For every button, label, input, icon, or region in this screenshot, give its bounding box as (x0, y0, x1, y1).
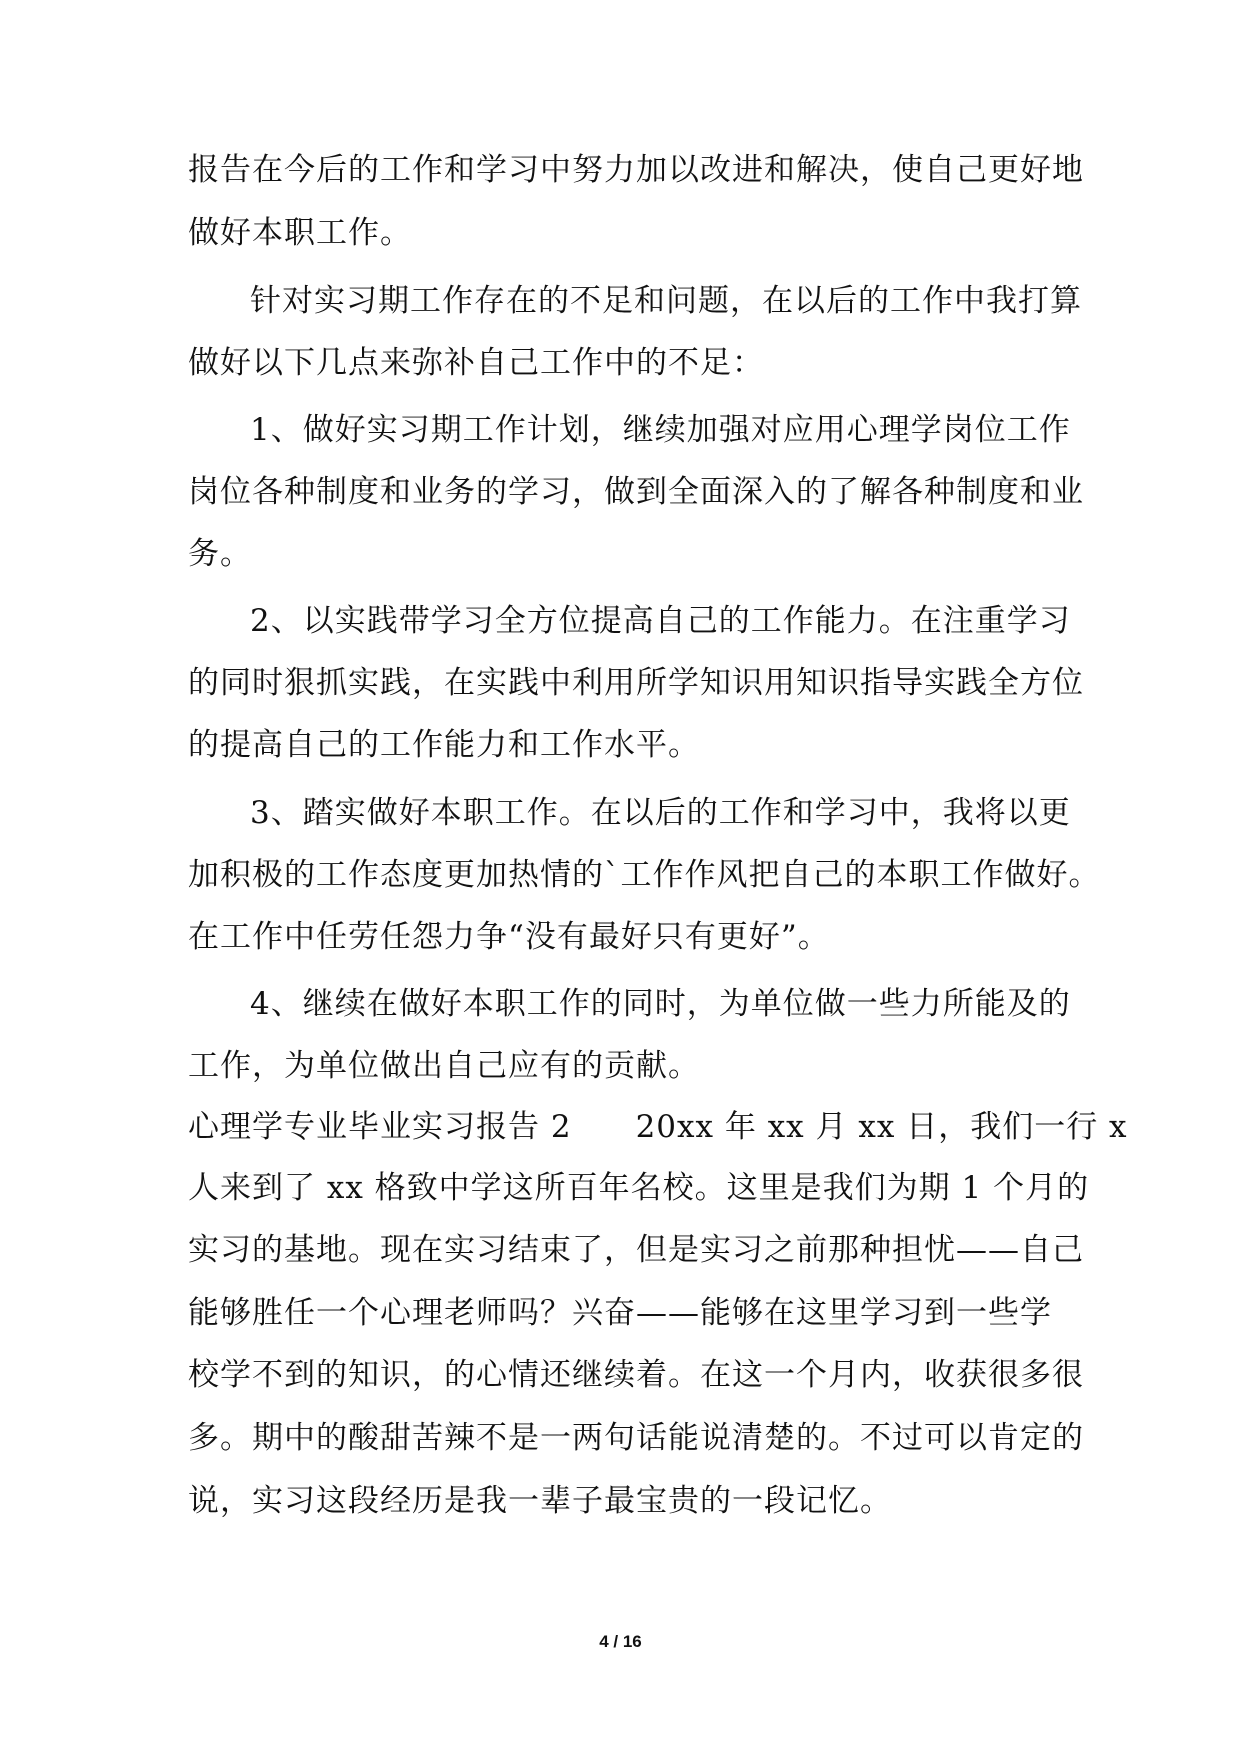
text-line: 做好以下几点来弥补自己工作中的不足： (188, 345, 764, 381)
text-line: 报告在今后的工作和学习中努力加以改进和解决，使自己更好地 (188, 152, 1084, 188)
text-line: 的同时狠抓实践，在实践中利用所学知识用知识指导实践全方位 (188, 665, 1084, 701)
text-line: 工作，为单位做出自己应有的贡献。 (188, 1048, 700, 1084)
page-number: 4 / 16 (599, 1632, 642, 1651)
text-line: 多。期中的酸甜苦辣不是一两句话能说清楚的。不过可以肯定的 (188, 1420, 1084, 1456)
text-line: 实习的基地。现在实习结束了，但是实习之前那种担忧——自己 (188, 1232, 1084, 1268)
text-line: 加积极的工作态度更加热情的`工作作风把自己的本职工作做好。 (188, 857, 1101, 893)
text-line: 心理学专业毕业实习报告 2 20xx 年 xx 月 xx 日，我们一行 x (188, 1109, 1128, 1145)
text-line: 岗位各种制度和业务的学习，做到全面深入的了解各种制度和业 (188, 474, 1084, 510)
text-line: 校学不到的知识，的心情还继续着。在这一个月内，收获很多很 (188, 1357, 1084, 1393)
text-line: 4、继续在做好本职工作的同时，为单位做一些力所能及的 (250, 986, 1071, 1022)
text-line: 人来到了 xx 格致中学这所百年名校。这里是我们为期 1 个月的 (188, 1170, 1090, 1206)
text-line: 在工作中任劳任怨力争“没有最好只有更好”。 (188, 919, 830, 955)
text-line: 1、做好实习期工作计划，继续加强对应用心理学岗位工作 (250, 412, 1071, 448)
text-line: 3、踏实做好本职工作。在以后的工作和学习中，我将以更 (250, 795, 1071, 831)
text-line: 的提高自己的工作能力和工作水平。 (188, 727, 700, 763)
text-line: 2、以实践带学习全方位提高自己的工作能力。在注重学习 (250, 603, 1071, 639)
text-line: 针对实习期工作存在的不足和问题，在以后的工作中我打算 (250, 283, 1082, 319)
text-line: 做好本职工作。 (188, 215, 412, 251)
text-line: 能够胜任一个心理老师吗？兴奋——能够在这里学习到一些学 (188, 1295, 1052, 1331)
text-line: 说，实习这段经历是我一辈子最宝贵的一段记忆。 (188, 1483, 892, 1519)
text-line: 务。 (188, 536, 252, 572)
